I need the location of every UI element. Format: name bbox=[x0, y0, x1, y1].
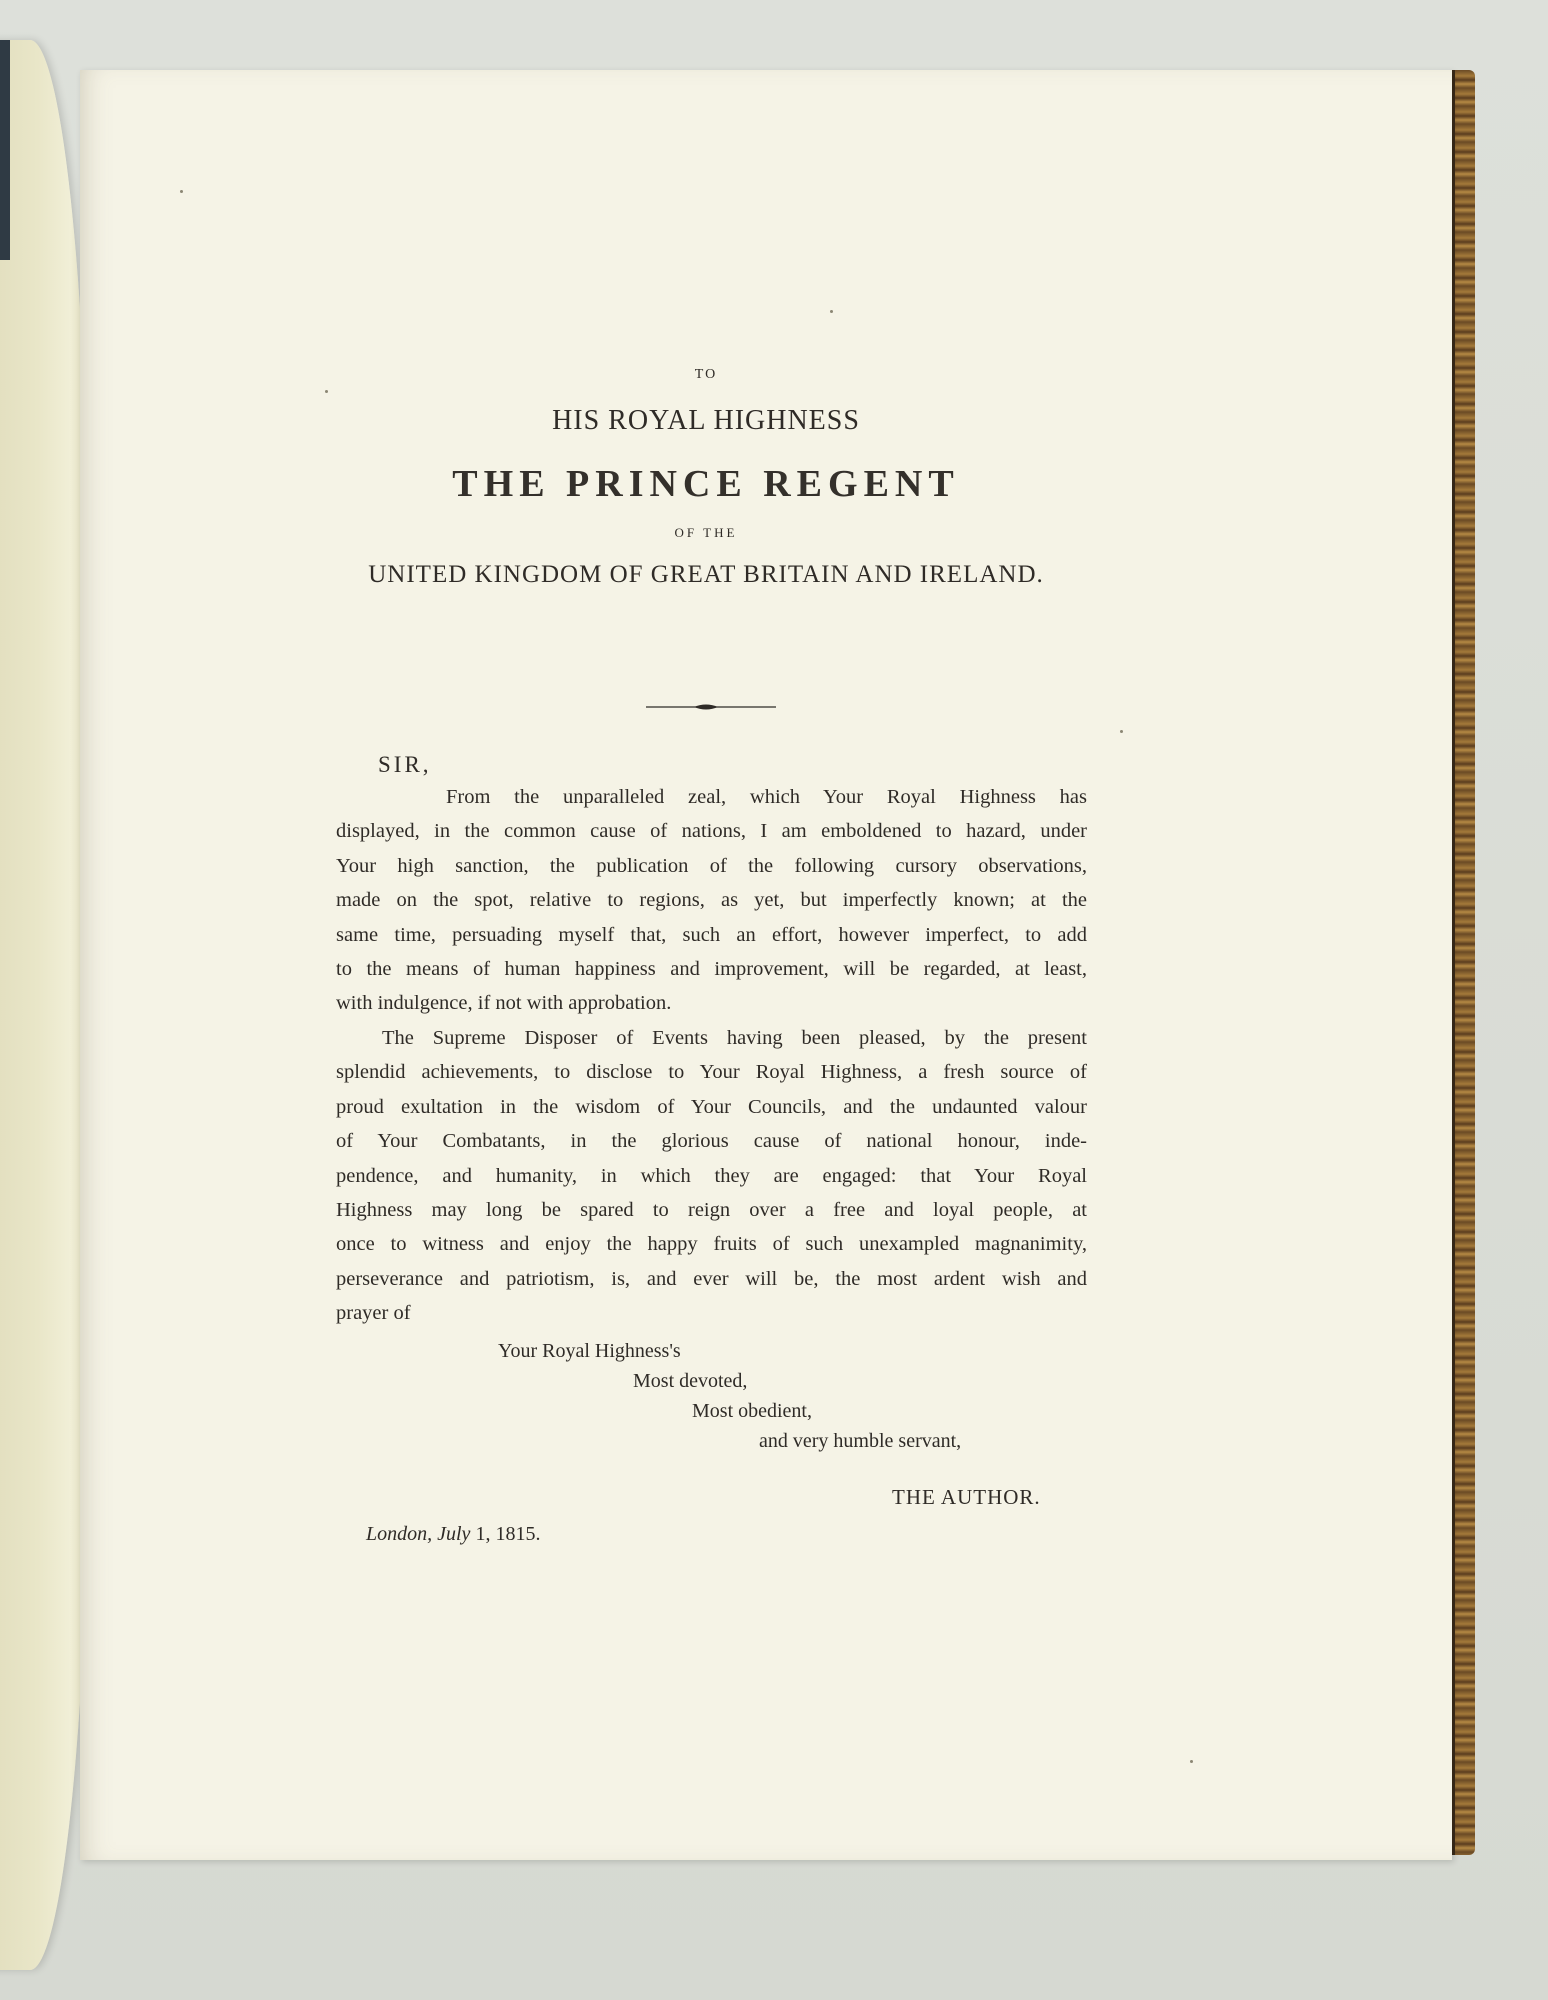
letter-line: Highness may long be spared to reign over a free and loyal people, at bbox=[336, 1199, 1087, 1221]
letter-line: The Supreme Disposer of Events having been pleased, by the present bbox=[382, 1027, 1087, 1049]
date-day-year: 1, 1815. bbox=[475, 1523, 541, 1545]
closing-line-4: and very humble servant, bbox=[759, 1430, 962, 1452]
letter-line: perseverance and patriotism, is, and ever will be, the most ardent wish and bbox=[336, 1267, 1087, 1290]
dedication-kingdom: UNITED KINGDOM OF GREAT BRITAIN AND IRELAND. bbox=[368, 561, 1044, 588]
closing-line-2: Most devoted, bbox=[633, 1370, 748, 1392]
letter-line: splendid achievements, to disclose to Your Royal Highness, a fresh source of bbox=[336, 1061, 1087, 1084]
letter-line: once to witness and enjoy the happy fruits of such unexampled magnanimity, bbox=[336, 1233, 1087, 1256]
letter-line: displayed, in the common cause of nations, I am emboldened to hazard, under bbox=[336, 820, 1087, 843]
signature: THE AUTHOR. bbox=[892, 1485, 1041, 1509]
paper-speck bbox=[1190, 1760, 1193, 1763]
letter-line: pendence, and humanity, in which they are engaged: that Your Royal bbox=[336, 1164, 1087, 1187]
letter-line: same time, persuading myself that, such an effort, however imperfect, to add bbox=[336, 923, 1087, 946]
letter-line: proud exultation in the wisdom of Your Councils, and the undaunted valour bbox=[336, 1095, 1087, 1118]
letter-line: to the means of human happiness and improvement, will be regarded, at least, bbox=[336, 958, 1087, 980]
book-cover-left bbox=[0, 40, 10, 260]
letter-line: of Your Combatants, in the glorious cause of national honour, inde- bbox=[336, 1130, 1087, 1153]
dedication-to: TO bbox=[694, 367, 718, 382]
letter-line: Your high sanction, the publication of the following cursory observations, bbox=[336, 854, 1087, 877]
closing-line-3: Most obedient, bbox=[692, 1400, 812, 1422]
paper-speck bbox=[180, 190, 183, 193]
letter-line: with indulgence, if not with approbation. bbox=[336, 992, 672, 1015]
ornament-rule-icon bbox=[646, 700, 776, 714]
paper-speck bbox=[830, 310, 833, 313]
dedication-title: THE PRINCE REGENT bbox=[452, 463, 960, 505]
paper-speck bbox=[325, 390, 328, 393]
date-month: July bbox=[437, 1523, 471, 1545]
letter-line: made on the spot, relative to regions, as yet, but imperfectly known; at the bbox=[336, 889, 1087, 912]
salutation: SIR, bbox=[378, 752, 432, 777]
dedication-royal-highness: HIS ROYAL HIGHNESS bbox=[552, 405, 860, 436]
closing-line-1: Your Royal Highness's bbox=[498, 1340, 681, 1362]
date-place: London, bbox=[366, 1523, 433, 1545]
letter-line: prayer of bbox=[336, 1302, 411, 1325]
paper-speck bbox=[1120, 730, 1123, 733]
letter-line: From the unparalleled zeal, which Your Royal Highness has bbox=[446, 786, 1087, 808]
dedication-of-the: OF THE bbox=[674, 525, 738, 540]
date-line bbox=[366, 1523, 540, 1546]
facing-page-edge bbox=[0, 40, 90, 1970]
gilt-cover-edge bbox=[1455, 70, 1475, 1855]
